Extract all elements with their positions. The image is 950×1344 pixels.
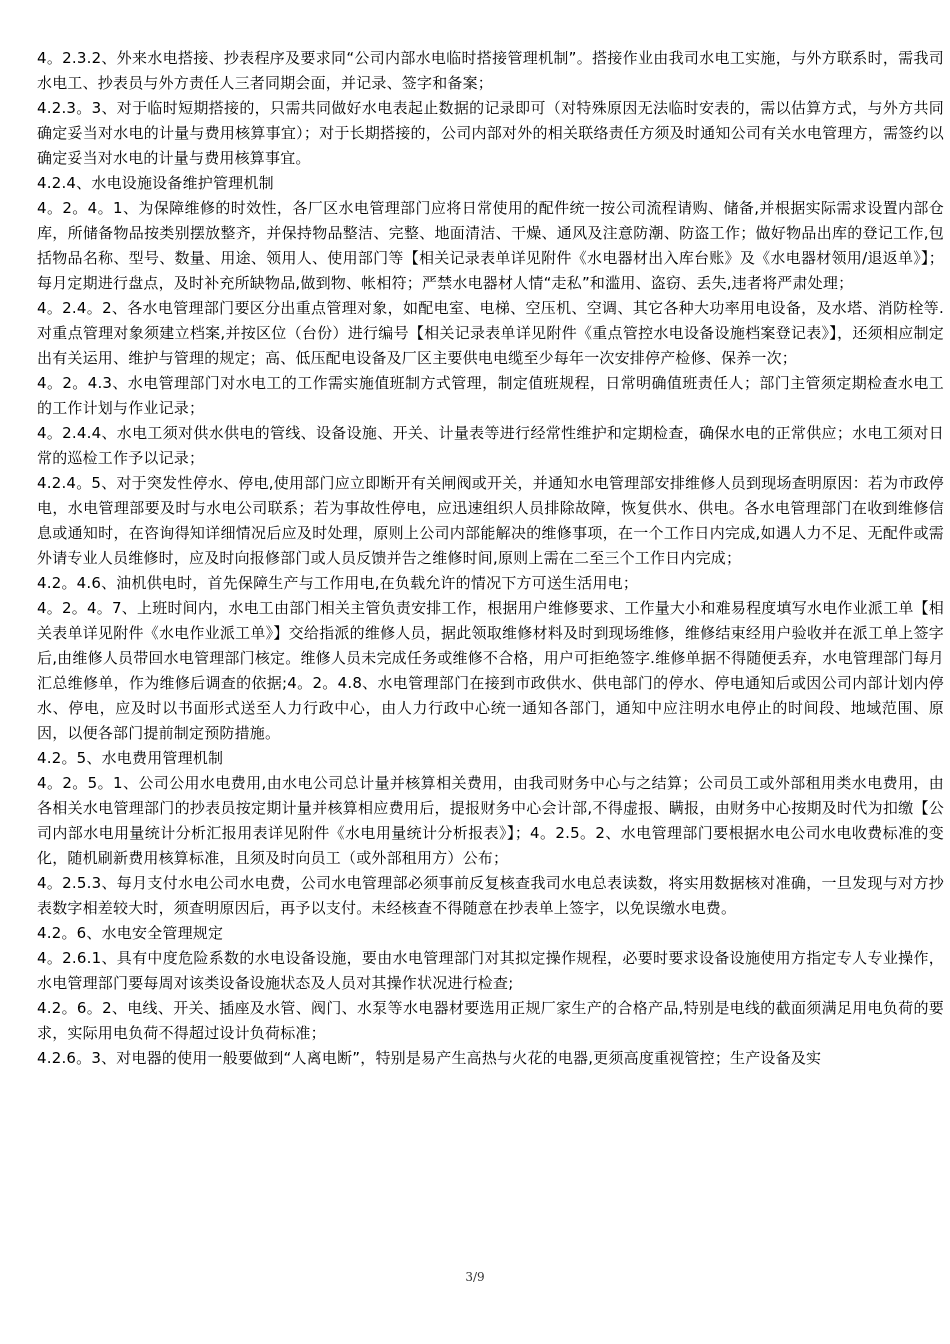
paragraph-4-2-3-2: 4。2.3.2、外来水电搭接、抄表程序及要求同“公司内部水电临时搭接管理机制”。搭接作业由我司水电工实施，与外方联系时，需我司水电工、抄表员与外方责任人三者同期会面，并记录、签字和备案； xyxy=(37,49,944,92)
section-heading-4-2-4: 4.2.4、水电设施设备维护管理机制 xyxy=(37,174,274,192)
paragraph-4-2-4-5: 4.2.4。5、对于突发性停水、停电,使用部门应立即断开有关闸阀或开关，并通知水电管理部安排维修人员到现场查明原因：若为市政停电，水电管理部要及时与水电公司联系；若为事故性停电，应迅速组织人员排除故障，恢复供水、供电。各水电管理部门在收到维修信息或通知时，在咨询得知详细情况后应及时处理，原则上公司内部能解决的维修事项，在一个工作日内完成,如遇人力不足、无配件或需外请专业人员维修时，应及时向报修部门或人员反馈并告之维修时间,原则上需在二至三个工作日内完成； xyxy=(37,474,944,567)
paragraph-4-2-6-1: 4。2.6.1、具有中度危险系数的水电设备设施，要由水电管理部门对其拟定操作规程，必要时要求设备设施使用方指定专人专业操作，水电管理部门要每周对该类设备设施状态及人员对其操作状况进行检查; xyxy=(37,949,944,992)
section-heading-4-2-6: 4.2。6、水电安全管理规定 xyxy=(37,924,224,942)
paragraph-4-2-5-3: 4。2.5.3、每月支付水电公司水电费，公司水电管理部必须事前反复核查我司水电总表读数，将实用数据核对准确，一旦发现与对方抄表数字相差较大时，须查明原因后，再予以支付。未经核查不得随意在抄表单上签字，以免误缴水电费。 xyxy=(37,874,944,917)
paragraph-4-2-6-2: 4.2。6。2、电线、开关、插座及水管、阀门、水泵等水电器材要选用正规厂家生产的合格产品,特别是电线的截面须满足用电负荷的要求，实际用电负荷不得超过设计负荷标准； xyxy=(37,999,944,1042)
paragraph-4-2-4-1: 4。2。4。1、为保障维修的时效性，各厂区水电管理部门应将日常使用的配件统一按公司流程请购、储备,并根据实际需求设置内部仓库，所储备物品按类别摆放整齐，并保持物品整洁、完整、地面清洁、干燥、通风及注意防潮、防盗工作；做好物品出库的登记工作,包括物品名称、型号、数量、用途、领用人、使用部门等【相关记录表单详见附件《水电器材出入库台账》及《水电器材领用/退返单》】；每月定期进行盘点，及时补充所缺物品,做到物、帐相符；严禁水电器材人情“走私”和滥用、盗窃、丢失,违者将严肃处理； xyxy=(37,199,944,292)
document-body xyxy=(37,46,944,1071)
section-heading-4-2-5: 4.2。5、水电费用管理机制 xyxy=(37,749,224,767)
page-number: 3/9 xyxy=(465,1270,485,1284)
paragraph-4-2-4-3: 4。2。4.3、水电管理部门对水电工的工作需实施值班制方式管理，制定值班规程，日常明确值班责任人；部门主管须定期检查水电工的工作计划与作业记录； xyxy=(37,374,944,417)
paragraph-4-2-5-1: 4。2。5。1、公司公用水电费用,由水电公司总计量并核算相关费用，由我司财务中心与之结算；公司员工或外部租用类水电费用，由各相关水电管理部门的抄表员按定期计量并核算相应费用后，提报财务中心会计部,不得虚报、瞒报，由财务中心按期及时代为扣缴【公司内部水电用量统计分析汇报用表详见附件《水电用量统计分析报表》】；4。2.5。2、水电管理部门要根据水电公司水电收费标准的变化，随机刷新费用核算标准，且须及时向员工（或外部租用方）公布； xyxy=(37,774,944,867)
paragraph-4-2-4-7: 4。2。4。7、上班时间内，水电工由部门相关主管负责安排工作，根据用户维修要求、工作量大小和难易程度填写水电作业派工单【相关表单详见附件《水电作业派工单》】交给指派的维修人员，据此领取维修材料及时到现场维修，维修结束经用户验收并在派工单上签字后,由维修人员带回水电管理部门核定。维修人员未完成任务或维修不合格，用户可拒绝签字.维修单据不得随便丢弃，水电管理部门每月汇总维修单，作为维修后调查的依据;4。2。4.8、水电管理部门在接到市政供水、供电部门的停水、停电通知后或因公司内部计划内停水、停电，应及时以书面形式送至人力行政中心，由人力行政中心统一通知各部门，通知中应注明水电停止的时间段、地域范围、原因，以便各部门提前制定预防措施。 xyxy=(37,599,944,742)
paragraph-4-2-3-3: 4.2.3。3、对于临时短期搭接的，只需共同做好水电表起止数据的记录即可（对特殊原因无法临时安表的，需以估算方式，与外方共同确定妥当对水电的计量与费用核算事宜）；对于长期搭接的，公司内部对外的相关联络责任方须及时通知公司有关水电管理方，需签约以确定妥当对水电的计量与费用核算事宜。 xyxy=(37,99,944,167)
paragraph-4-2-4-2: 4。2.4。2、各水电管理部门要区分出重点管理对象，如配电室、电梯、空压机、空调、其它各种大功率用电设备，及水塔、消防栓等.对重点管理对象须建立档案,并按区位（台份）进行编号【相关记录表单详见附件《重点管控水电设备设施档案登记表》】，还须相应制定出有关运用、维护与管理的规定；高、低压配电设备及厂区主要供电电缆至少每年一次安排停产检修、保养一次； xyxy=(37,299,944,367)
paragraph-4-2-6-3: 4.2.6。3、对电器的使用一般要做到“人离电断”，特别是易产生高热与火花的电器,更须高度重视管控；生产设备及实 xyxy=(37,1049,822,1067)
paragraph-4-2-4-6: 4.2。4.6、油机供电时，首先保障生产与工作用电,在负载允许的情况下方可送生活用电； xyxy=(37,574,639,592)
paragraph-4-2-4-4: 4。2.4.4、水电工须对供水供电的管线、设备设施、开关、计量表等进行经常性维护和定期检查，确保水电的正常供应；水电工须对日常的巡检工作予以记录； xyxy=(37,424,944,467)
